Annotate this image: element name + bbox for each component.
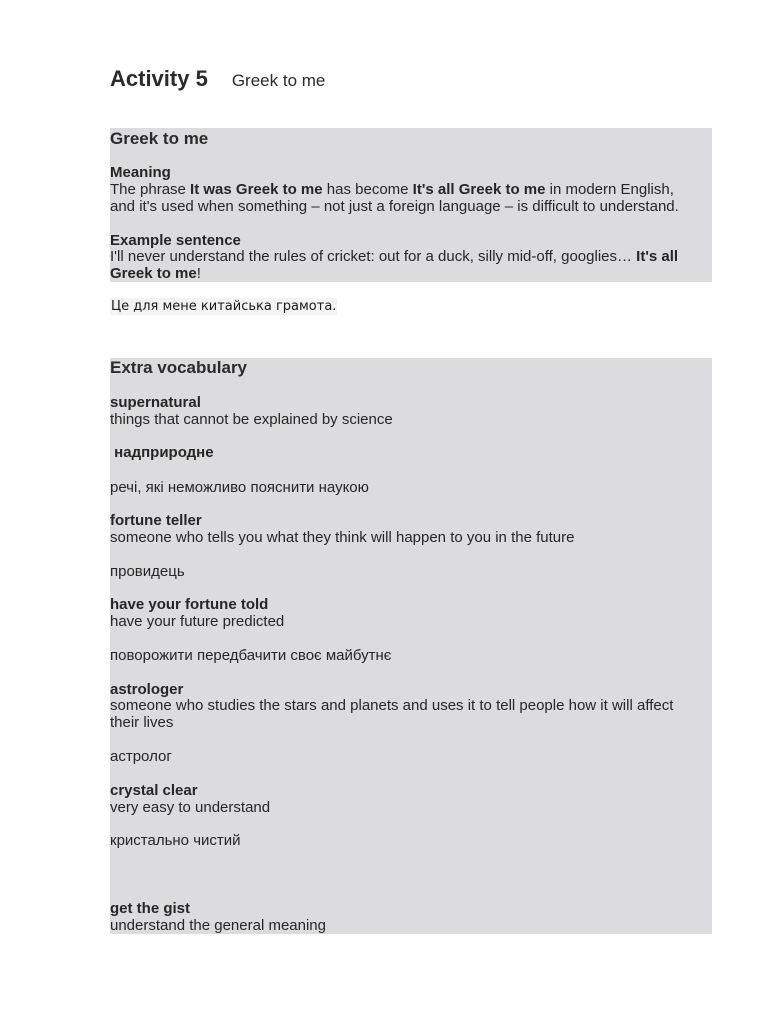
meaning-text: in modern English,: [545, 181, 674, 198]
vocab-term: astrologer: [110, 681, 184, 698]
vocab-translation: речі, які неможливо пояснити наукою: [110, 479, 369, 496]
idiom-box-title: Greek to me: [110, 129, 209, 148]
vocab-definition: their lives: [110, 714, 174, 731]
vocab-term: fortune teller: [110, 512, 202, 529]
vocab-definition: things that cannot be explained by science: [110, 411, 393, 428]
vocab-definition: someone who studies the stars and planets and uses it to tell people how it will affect: [110, 697, 674, 714]
vocabulary-box-title: Extra vocabulary: [110, 358, 248, 377]
translation-note: Це для мене китайська грамота.: [111, 299, 337, 314]
vocab-term: crystal clear: [110, 782, 198, 799]
vocab-translation-term: надприродне: [110, 444, 214, 461]
vocab-term: supernatural: [110, 394, 201, 411]
vocab-definition: understand the general meaning: [110, 917, 326, 934]
vocab-translation: поворожити передбачити своє майбутнє: [110, 647, 392, 664]
idiom-phrase-past: It was Greek to me: [190, 181, 323, 198]
example-text-line-1: [110, 248, 712, 265]
example-text-line-2: [110, 265, 712, 282]
activity-title: Activity 5: [110, 66, 208, 91]
vocabulary-box: [110, 358, 712, 934]
example-text: I'll never understand the rules of cricket: out for a duck, silly mid-off, googlies…: [110, 248, 637, 265]
example-idiom: Greek to me: [110, 265, 197, 282]
vocab-translation: кристально чистий: [110, 832, 241, 849]
vocab-translation: провидець: [110, 563, 185, 580]
meaning-text: has become: [322, 181, 413, 198]
meaning-heading: Meaning: [110, 164, 171, 181]
example-idiom: It's all: [636, 248, 679, 265]
activity-heading: [110, 66, 325, 92]
vocab-definition: have your future predicted: [110, 613, 285, 630]
vocab-translation: астролог: [110, 748, 172, 765]
idiom-phrase-modern: It's all Greek to me: [412, 181, 546, 198]
vocab-term: have your fortune told: [110, 596, 269, 613]
example-text: !: [196, 265, 201, 282]
vocab-term: get the gist: [110, 900, 191, 917]
vocab-definition: very easy to understand: [110, 799, 271, 816]
vocab-definition: someone who tells you what they think will happen to you in the future: [110, 529, 575, 546]
idiom-box: [110, 128, 712, 282]
meaning-text: The phrase: [110, 181, 191, 198]
example-heading: Example sentence: [110, 232, 241, 249]
meaning-text-line-1: [110, 181, 712, 198]
activity-subtitle: Greek to me: [231, 71, 326, 90]
meaning-text-line-2: and it's used when something – not just a foreign language – is difficult to understand.: [110, 198, 679, 215]
